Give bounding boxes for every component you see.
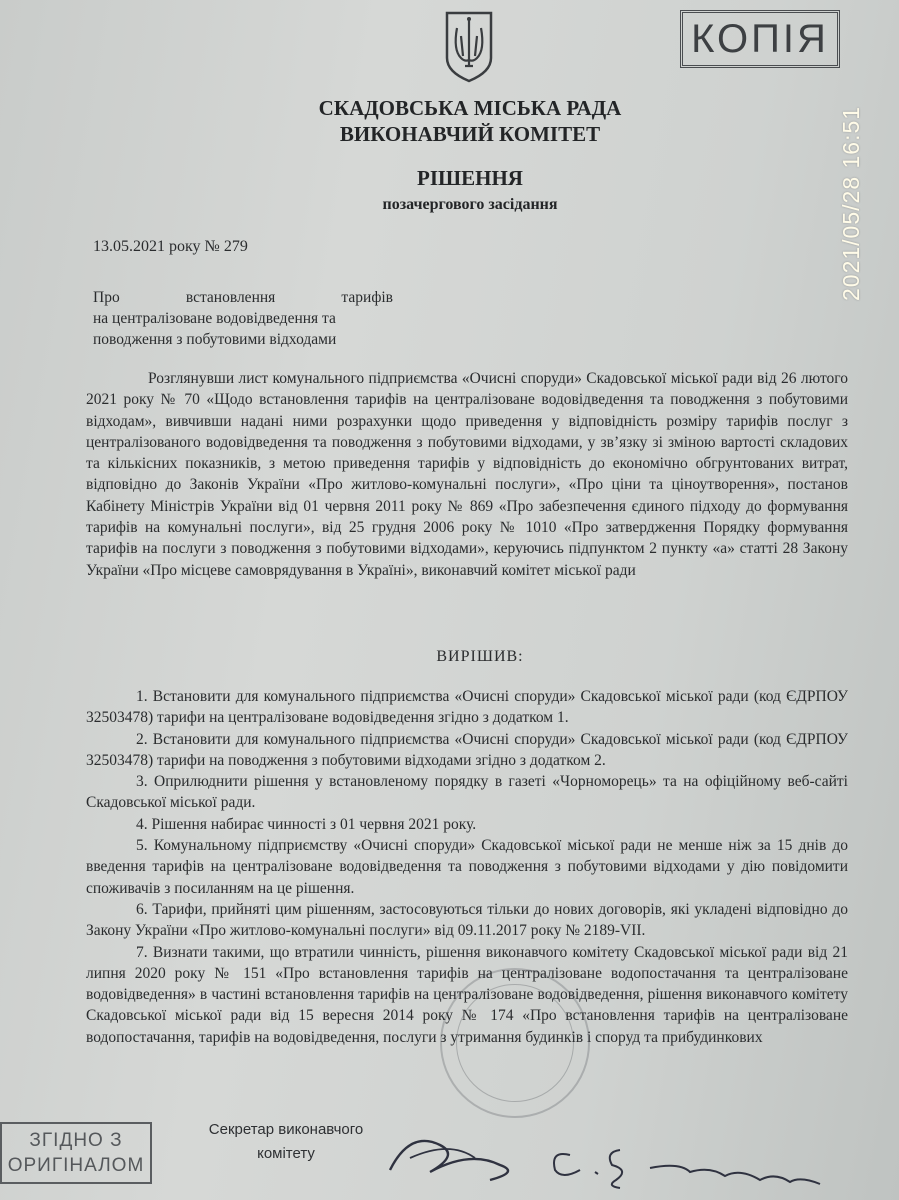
decision-date-number: 13.05.2021 року № 279 [93,238,248,255]
secretary-title [206,1118,366,1166]
session-type: позачергового засідання [382,196,558,213]
subject-line: поводження з побутовими відходами [93,331,337,348]
committee-name: ВИКОНАВЧИЙ КОМІТЕТ [339,122,601,146]
secretary-line: Секретар виконавчого [208,1121,364,1138]
decision-point: 6. Тарифи, прийняті цим рішенням, застосовуються тільки до нових договорів, які укладені відповідно до Закону України «Про житлово-комунальні послуги» від 09.11.2017 року № 2189-VII. [86,900,848,940]
council-name: СКАДОВСЬКА МІСЬКА РАДА [318,96,622,120]
original-stamp-line: ЗГІДНО З [29,1130,123,1151]
preamble-text: Розглянувши лист комунального підприємства «Очисні споруди» Скадовської міської ради від 26 лютого 2021 року № 70 «Щодо встановлення тарифів на централізоване водовідведення та поводження з побутовими відходам», вивчивши надані ними розрахунки щодо приведення у відповідність розміру тарифів послуг з централізованого водовідведення та поводження з побутовими відходами, у зв’язку зі зміною вартості складових та кількісних показників, з метою приведення тарифів у відповідність до економічно обгрунтованих витрат, відповідно до Законів України «Про житлово-комунальні послуги», «Про ціни та ціноутворення», постанов Кабінету Міністрів України від 01 червня 2011 року № 869 «Про забезпечення єдиного підходу до формування тарифів на комунальні послуги», від 25 грудня 2006 року № 1010 «Про затвердження Порядку формування тарифів на послуги з поводження з побутовими відходами», керуючись підпунктом 2 пункту «а» статті 28 Закону України «Про місцеве самоврядування в Україні», виконавчий комітет міської ради [86,370,848,579]
decision-point: 3. Оприлюднити рішення у встановленому порядку в газеті «Чорноморець» та на офіційному веб-сайті Скадовської міської ради. [86,773,848,812]
decision-point: 4. Рішення набирає чинності з 01 червня 2021 року. [136,815,477,833]
decision-point: 1. Встановити для комунального підприємства «Очисні споруди» Скадовської міської ради (код ЄДРПОУ 32503478) тарифи на централізоване водовідведення згідно з додатком 1. [86,688,848,727]
decision-point: 2. Встановити для комунального підприємства «Очисні споруди» Скадовської міської ради (код ЄДРПОУ 32503478) тарифи на поводження з побутовими відходами згідно з додатком 2. [86,730,848,769]
copy-stamp: КОПІЯ [680,10,840,68]
original-stamp [0,1122,152,1184]
original-stamp-line: ОРИГІНАЛОМ [7,1155,145,1176]
signature [380,1110,840,1200]
subject-line: на централізоване водовідведення та [93,310,336,327]
decision-subject [93,287,393,350]
decision-point: 7. Визнати такими, що втратили чинність, рішення виконавчого комітету Скадовської міської ради від 21 липня 2020 року № 151 «Про встановлення тарифів на централізоване водопостачання та централізоване водовідведення» в частині встановлення тарифів на централізоване водовідведення, рішення виконавчого комітету Скадовської міської ради від 15 вересня 2014 року № 174 «Про встановлення тарифів на централізоване водопостачання, тарифів на водовідведення, послуги з утримання будинків і споруд та прибудинкових [86,943,848,1046]
subject-line: Про встановлення тарифів [93,289,393,306]
preamble [86,368,848,581]
document-header [220,95,720,147]
document-type: РІШЕННЯ [417,166,523,190]
decided-heading: ВИРІШИВ: [436,648,524,665]
photo-timestamp: 2021/05/28 16:51 [838,105,864,301]
coat-of-arms-icon [443,10,495,84]
decision-point: 5. Комунальному підприємству «Очисні споруди» Скадовської міської ради не менше ніж за 15 днів до введення тарифів на централізоване водовідведення та поводження з побутовими відходами у дію повідомити споживачів з посиланням на це рішення. [86,837,848,897]
secretary-line: комітету [257,1145,315,1162]
official-seal [440,968,590,1118]
